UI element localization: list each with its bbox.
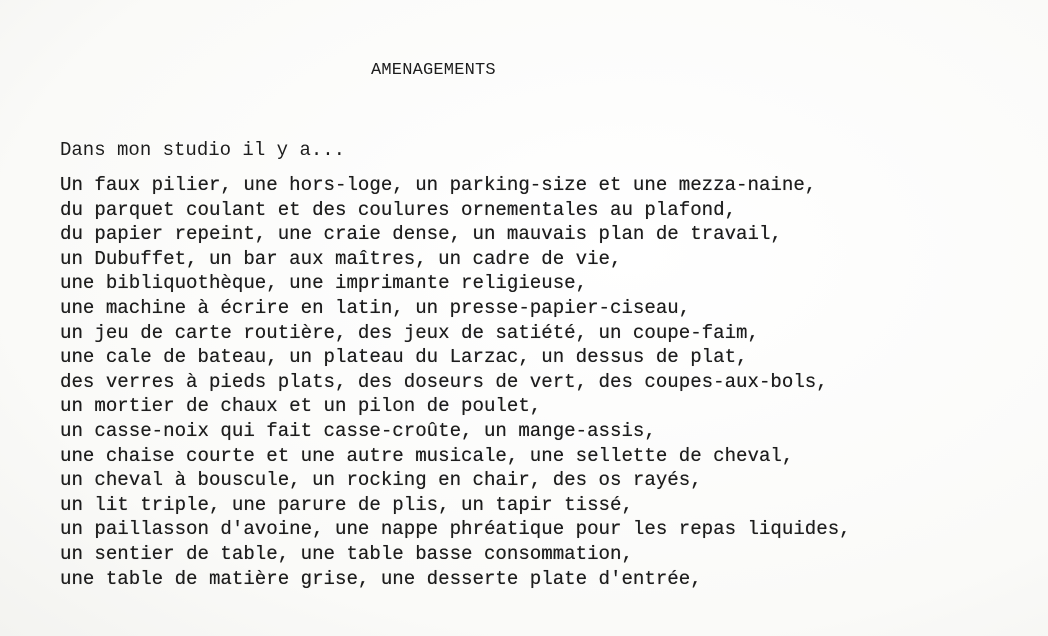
text-line: un Dubuffet, un bar aux maîtres, un cadre de vie,	[60, 247, 622, 270]
text-line: une cale de bateau, un plateau du Larzac, un dessus de plat,	[60, 346, 748, 369]
text-line: des verres à pieds plats, des doseurs de vert, des coupes-aux-bols,	[60, 370, 828, 393]
text-line: une table de matière grise, une desserte plate d'entrée,	[60, 567, 702, 590]
text-lines	[60, 173, 851, 591]
text-line: du parquet coulant et des coulures ornementales au plafond,	[60, 198, 737, 221]
intro-line: Dans mon studio il y a...	[60, 139, 346, 161]
text-line: du papier repeint, une craie dense, un mauvais plan de travail,	[60, 223, 782, 246]
text-line: une machine à écrire en latin, un presse-papier-ciseau,	[60, 296, 691, 319]
document-title: AMENAGEMENTS	[371, 61, 496, 80]
text-line: un mortier de chaux et un pilon de poulet,	[60, 395, 542, 418]
text-line: un casse-noix qui fait casse-croûte, un mange-assis,	[60, 419, 656, 442]
text-line: Un faux pilier, une hors-loge, un parking-size et une mezza-naine,	[60, 174, 817, 196]
text-line: un jeu de carte routière, des jeux de satiété, un coupe-faim,	[60, 321, 759, 344]
text-line: un sentier de table, une table basse consommation,	[60, 542, 633, 565]
text-line: une bibliquothèque, une imprimante religieuse,	[60, 272, 588, 295]
text-line: un lit triple, une parure de plis, un tapir tissé,	[60, 493, 633, 516]
text-line: un cheval à bouscule, un rocking en chair, des os rayés,	[60, 469, 702, 492]
text-line: un paillasson d'avoine, une nappe phréatique pour les repas liquides,	[60, 518, 851, 541]
text-line: une chaise courte et une autre musicale, une sellette de cheval,	[60, 444, 794, 467]
